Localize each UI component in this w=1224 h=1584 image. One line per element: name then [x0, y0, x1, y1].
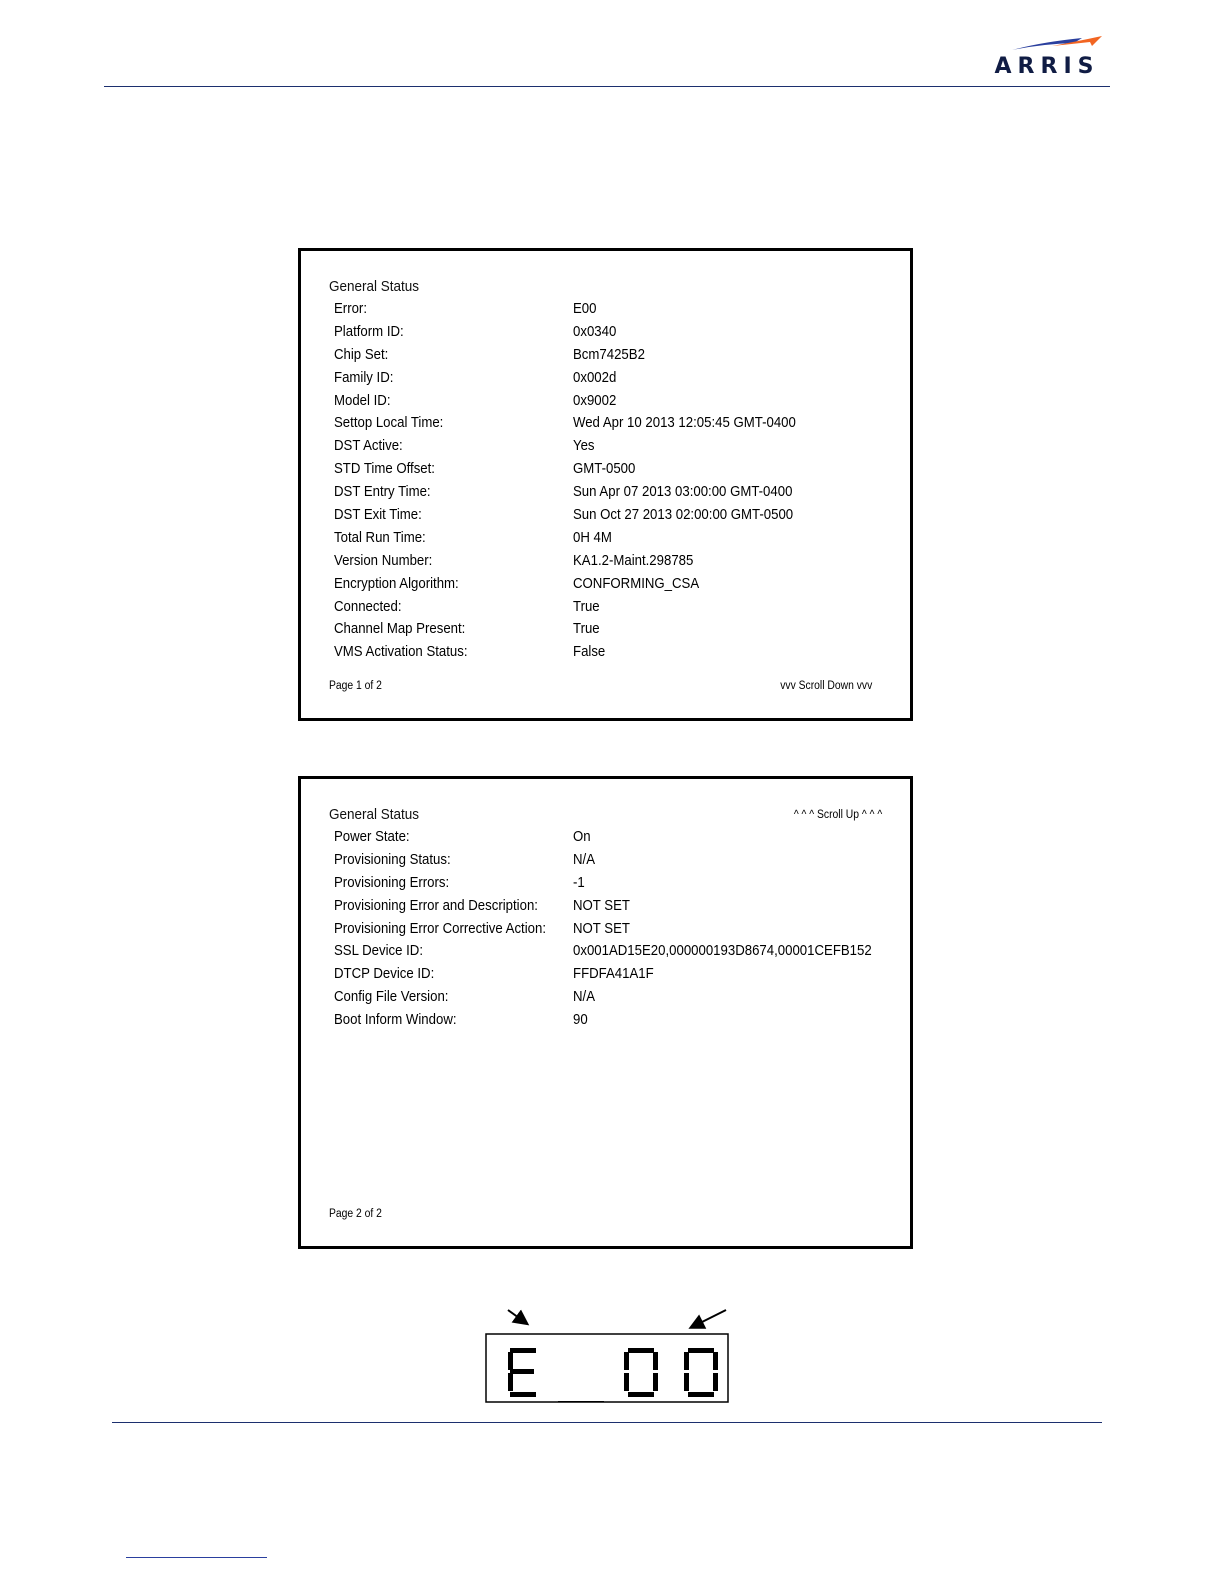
status-screen-page-1 [298, 248, 913, 721]
logo-wordmark: ARRIS [994, 54, 1100, 79]
status-row [334, 851, 894, 874]
arris-logo [984, 30, 1110, 80]
status-label: Settop Local Time: [334, 414, 444, 432]
status-label: Config File Version: [334, 988, 449, 1006]
status-label: Channel Map Present: [334, 620, 466, 638]
status-label: Encryption Algorithm: [334, 574, 459, 592]
status-row [334, 897, 894, 920]
status-row [334, 575, 894, 598]
status-screen-page-2 [298, 776, 913, 1249]
footer-link-line [126, 1557, 267, 1558]
status-label: Platform ID: [334, 322, 404, 340]
status-row [334, 414, 894, 437]
status-label: Provisioning Error Corrective Action: [334, 919, 547, 937]
led-frame [486, 1334, 728, 1402]
status-value: 0x0340 [573, 322, 617, 340]
header-rule [104, 86, 1110, 87]
status-row [334, 300, 894, 323]
status-label: SSL Device ID: [334, 942, 424, 960]
status-row [334, 920, 894, 943]
status-row [334, 828, 894, 851]
status-row [334, 643, 894, 666]
status-rows [334, 828, 894, 1034]
footer-rule [112, 1422, 1102, 1423]
status-value: -1 [573, 873, 585, 891]
status-label: Boot Inform Window: [334, 1011, 457, 1029]
led-digit-blank [558, 1401, 604, 1403]
status-label: STD Time Offset: [334, 460, 435, 478]
status-value: True [573, 597, 600, 615]
status-row [334, 392, 894, 415]
status-row [334, 552, 894, 575]
status-row [334, 369, 894, 392]
status-value: 0H 4M [573, 528, 612, 546]
status-rows [334, 300, 894, 666]
panel-title: General Status [329, 278, 420, 295]
status-row [334, 1011, 894, 1034]
status-value: 0x002d [573, 368, 617, 386]
status-value: 0x001AD15E20,000000193D8674,00001CEFB152 [573, 942, 872, 960]
status-value: NOT SET [573, 919, 630, 937]
status-value: False [573, 643, 606, 661]
status-label: DTCP Device ID: [334, 965, 435, 983]
status-value: Bcm7425B2 [573, 345, 645, 363]
status-label: VMS Activation Status: [334, 643, 468, 661]
status-row [334, 965, 894, 988]
status-label: Provisioning Errors: [334, 873, 450, 891]
status-row [334, 460, 894, 483]
status-value: N/A [573, 988, 596, 1006]
status-value: CONFORMING_CSA [573, 574, 700, 592]
status-label: Connected: [334, 597, 402, 615]
status-value: 90 [573, 1011, 588, 1029]
status-value: GMT-0500 [573, 460, 636, 478]
status-value: NOT SET [573, 896, 630, 914]
status-row [334, 437, 894, 460]
scroll-up-hint: ^ ^ ^ Scroll Up ^ ^ ^ [793, 809, 882, 821]
status-value: N/A [573, 850, 596, 868]
page-indicator: Page 1 of 2 [329, 680, 382, 692]
status-row [334, 598, 894, 621]
status-value: FFDFA41A1F [573, 965, 654, 983]
status-row [334, 988, 894, 1011]
status-value: Wed Apr 10 2013 12:05:45 GMT-0400 [573, 414, 796, 432]
arrow-icon-left [508, 1310, 526, 1323]
status-label: Error: [334, 300, 367, 317]
status-label: DST Entry Time: [334, 483, 431, 501]
status-label: Power State: [334, 828, 410, 845]
status-value: 0x9002 [573, 391, 617, 409]
page-indicator: Page 2 of 2 [329, 1208, 382, 1220]
status-row [334, 620, 894, 643]
status-row [334, 346, 894, 369]
status-label: Family ID: [334, 368, 394, 386]
status-label: DST Active: [334, 437, 403, 455]
status-row [334, 483, 894, 506]
status-value: On [573, 828, 591, 845]
status-value: Yes [573, 437, 595, 455]
status-value: KA1.2-Maint.298785 [573, 551, 694, 569]
status-label: Model ID: [334, 391, 391, 409]
scroll-down-hint: vvv Scroll Down vvv [779, 680, 872, 692]
status-row [334, 874, 894, 897]
status-label: Provisioning Error and Description: [334, 896, 538, 914]
status-value: True [573, 620, 600, 638]
status-value: Sun Oct 27 2013 02:00:00 GMT-0500 [573, 506, 794, 524]
status-label: DST Exit Time: [334, 506, 422, 524]
status-row [334, 529, 894, 552]
status-row [334, 506, 894, 529]
status-label: Total Run Time: [334, 528, 426, 546]
status-row [334, 942, 894, 965]
status-value: E00 [573, 300, 597, 317]
arrow-icon-right [692, 1310, 726, 1327]
status-label: Chip Set: [334, 345, 389, 363]
status-label: Version Number: [334, 551, 433, 569]
status-row [334, 323, 894, 346]
logo-swoosh-icon [1012, 34, 1104, 56]
front-panel-led-display [480, 1300, 740, 1410]
status-label: Provisioning Status: [334, 850, 451, 868]
panel-title: General Status [329, 806, 420, 823]
status-value: Sun Apr 07 2013 03:00:00 GMT-0400 [573, 483, 793, 501]
